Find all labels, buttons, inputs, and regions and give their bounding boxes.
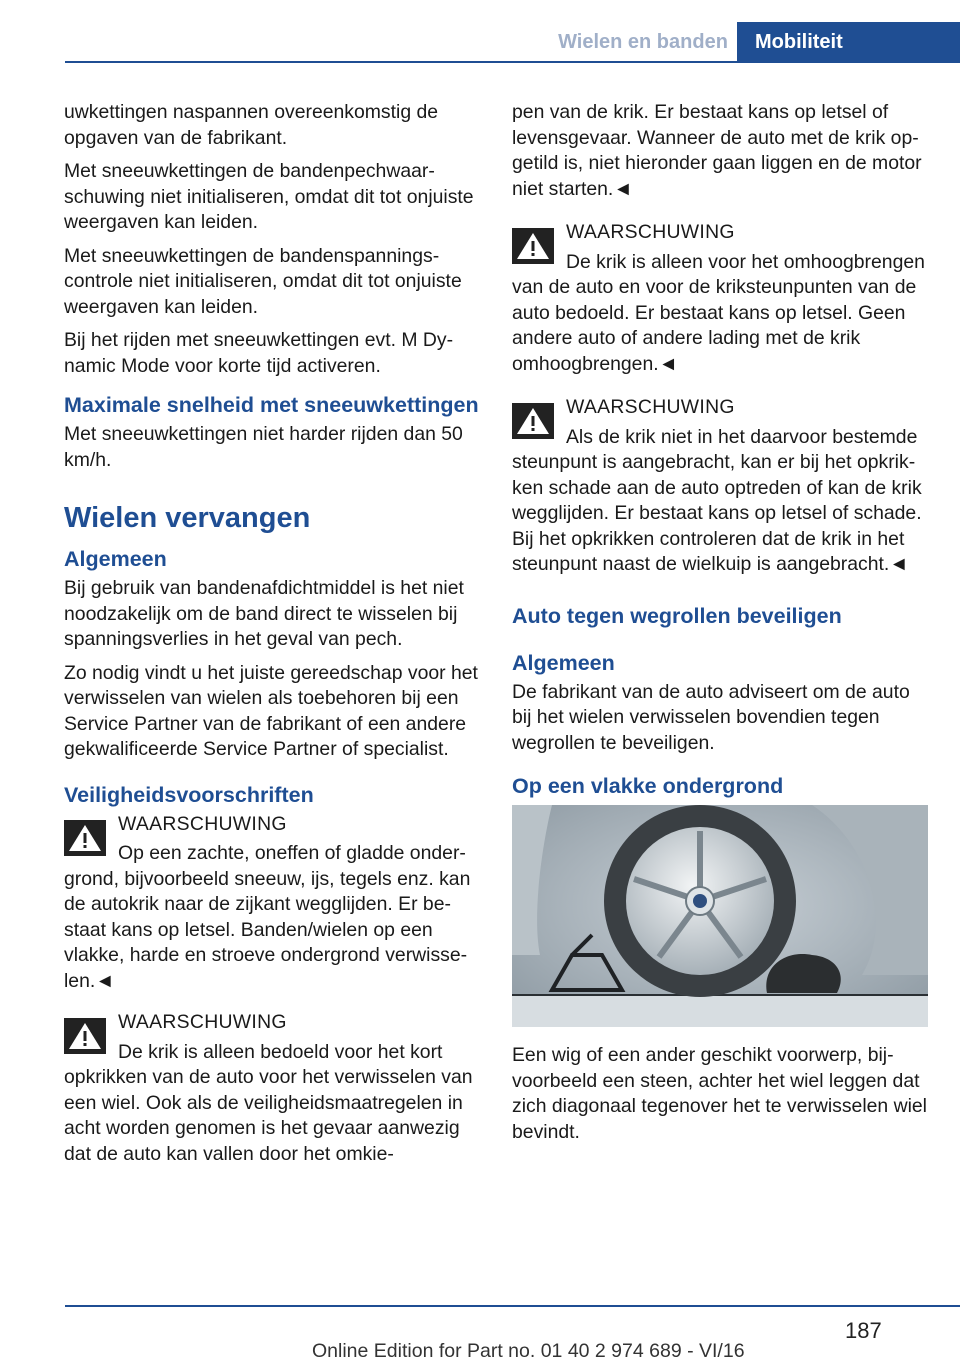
heading-max-speed: Maximale snelheid met sneeuwkettingen <box>64 393 479 417</box>
warning-title: WAARSCHUWING <box>566 221 735 243</box>
warning-text: Als de krik niet in het daarvoor bestemde steunpunt is aangebracht, kan er bij het opkrikken schade aan de auto optreden of kan de krik wegglijden. Er bestaat kans op letsel of schade. Bij het opkrikken controleren dat de krik in het steunpunt naast de wielkuip is aangebracht.◄ <box>512 425 922 575</box>
section-tab[interactable]: Wielen en banden <box>558 31 728 53</box>
heading-veiligheidsvoorschriften: Veiligheidsvoorschriften <box>64 782 314 807</box>
left-column <box>64 100 484 1177</box>
wheel-chock-illustration <box>512 805 928 1027</box>
active-section-tab[interactable]: Mobiliteit <box>737 22 960 62</box>
heading-wielen-vervangen: Wielen vervangen <box>64 502 311 534</box>
heading-auto-tegen-wegrollen: Auto tegen wegrollen beveiligen <box>512 603 842 628</box>
paragraph: Bij gebruik van bandenafdichtmiddel is het niet noodzakelijk om de band direct te wisselen bij spanningsverlies in het geval van pech. <box>64 577 464 650</box>
right-column <box>512 100 930 1153</box>
header-rule <box>65 61 960 63</box>
warning-triangle-icon <box>512 228 554 264</box>
warning-title: WAARSCHUWING <box>118 812 287 835</box>
warning-block <box>64 812 484 995</box>
warning-block <box>64 1010 484 1167</box>
paragraph: Met sneeuwkettingen niet harder rijden dan 50 km/h. <box>64 423 463 471</box>
edition-label: Online Edition for Part no. 01 40 2 974 689 - VI/16 <box>312 1340 745 1362</box>
heading-algemeen: Algemeen <box>512 650 615 675</box>
warning-triangle-icon <box>512 403 554 439</box>
paragraph: pen van de krik. Er bestaat kans op letsel of levensgevaar. Wanneer de auto met de krik opgetild is, niet hieronder gaan liggen en de motor niet starten.◄ <box>512 101 922 200</box>
paragraph: Met sneeuwkettingen de bandenspanningscontrole niet initialiseren, omdat dit tot onjuiste weergaven kan leiden. <box>64 244 462 318</box>
paragraph: Zo nodig vindt u het juiste gereedschap voor het verwisselen van wielen als toebehoren bij een Service Partner van de fabrikant of een andere gekwalificeerde Service Partner of specialist. <box>64 661 478 760</box>
paragraph: uwkettingen naspannen overeenkomstig de opgaven van de fabrikant. <box>64 101 439 149</box>
page-number: 187 <box>845 1318 882 1343</box>
paragraph: De fabrikant van de auto adviseert om de auto bij het wielen verwisselen bovendien tegen wegrollen te beveiligen. <box>512 680 910 754</box>
paragraph: Met sneeuwkettingen de bandenpechwaarschuwing niet initialiseren, omdat dit tot onjuiste weergaven kan leiden. <box>64 160 474 233</box>
heading-algemeen: Algemeen <box>64 547 167 571</box>
warning-text: Op een zachte, oneffen of gladde ondergrond, bijvoorbeeld sneeuw, ijs, tegels enz. kan de autokrik naar de zijkant wegglijden. Er bestaat kans op letsel. Banden/wielen op een vlakke, harde en stroeve ondergrond verwisselen.◄ <box>64 842 471 992</box>
footer-rule <box>65 1305 960 1307</box>
warning-text: De krik is alleen bedoeld voor het kort opkrikken van de auto voor het verwisselen van een wiel. Ook als de veiligheidsmaatregelen in acht worden genomen is het gevaar aanwezig dat de auto kan vallen door het omkie- <box>64 1040 473 1165</box>
warning-title: WAARSCHUWING <box>566 396 735 418</box>
paragraph: Bij het rijden met sneeuwkettingen evt. M Dynamic Mode voor korte tijd activeren. <box>64 329 454 377</box>
heading-vlakke-ondergrond: Op een vlakke ondergrond <box>512 774 784 798</box>
warning-title: WAARSCHUWING <box>118 1011 287 1033</box>
warning-block <box>512 220 930 377</box>
warning-block <box>512 395 930 578</box>
paragraph: Een wig of een ander geschikt voorwerp, bijvoorbeeld een steen, achter het wiel leggen dat zich diagonaal tegenover het te verwisselen wiel bevindt. <box>512 1044 927 1143</box>
warning-text: De krik is alleen voor het omhoogbrengen van de auto en voor de kriksteunpunten van de auto bedoeld. Er bestaat kans op letsel. Geen andere auto of andere lading met de krik omhoogbrengen.◄ <box>512 250 925 375</box>
warning-triangle-icon <box>64 820 106 856</box>
warning-triangle-icon <box>64 1018 106 1054</box>
